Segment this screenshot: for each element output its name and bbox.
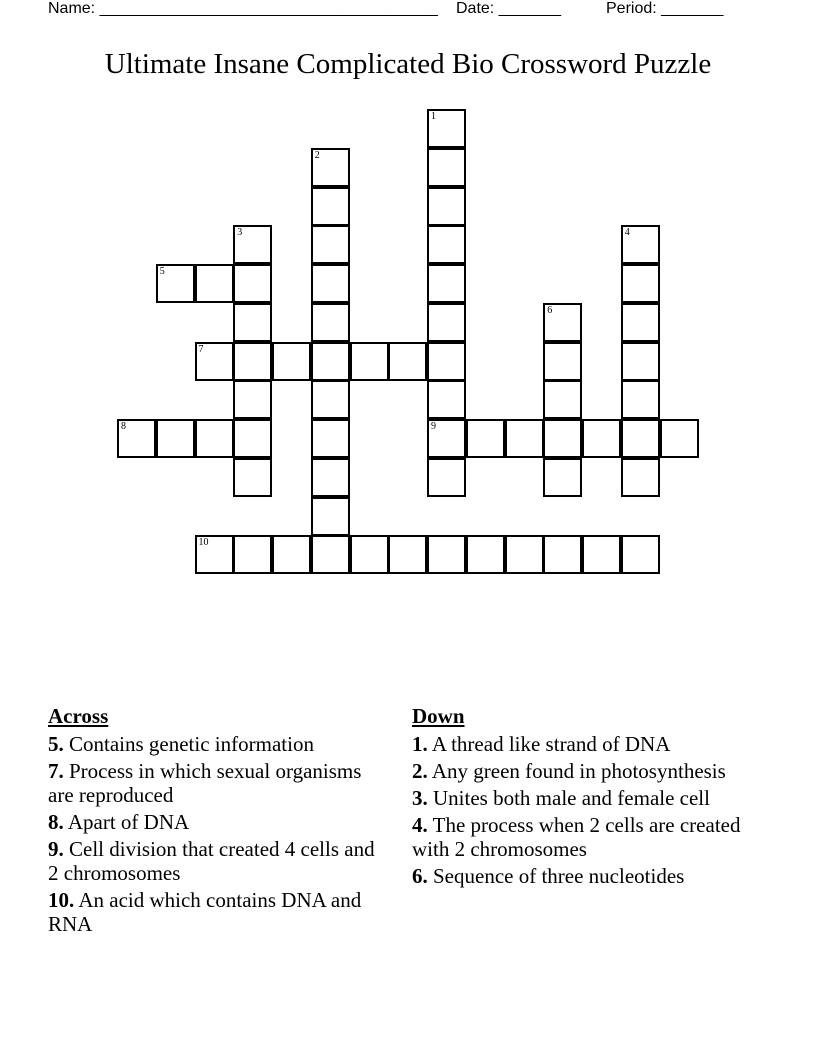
crossword-cell[interactable] (427, 187, 466, 226)
crossword-cell[interactable] (582, 419, 621, 458)
clue-number: 5. (48, 732, 64, 756)
down-clues (412, 704, 752, 891)
clue-number-label: 6 (547, 304, 553, 316)
crossword-cell[interactable] (233, 264, 272, 303)
crossword-cell[interactable] (195, 419, 234, 458)
crossword-cell[interactable] (311, 148, 350, 187)
clue-number: 2. (412, 759, 428, 783)
crossword-cell[interactable] (117, 419, 156, 458)
crossword-cell[interactable] (311, 225, 350, 264)
crossword-cell[interactable] (350, 342, 389, 381)
clue-item (48, 888, 388, 936)
crossword-cell[interactable] (233, 303, 272, 342)
crossword-cell[interactable] (427, 458, 466, 497)
crossword-cell[interactable] (505, 419, 544, 458)
clue-item (412, 864, 752, 888)
clue-text: Any green found in photosynthesis (431, 759, 726, 783)
clue-item (48, 810, 388, 834)
crossword-cell[interactable] (427, 342, 466, 381)
crossword-cell[interactable] (311, 535, 350, 574)
crossword-cell[interactable] (543, 303, 582, 342)
crossword-cell[interactable] (233, 458, 272, 497)
crossword-cell[interactable] (427, 109, 466, 148)
crossword-cell[interactable] (621, 458, 660, 497)
crossword-cell[interactable] (543, 342, 582, 381)
crossword-cell[interactable] (621, 342, 660, 381)
crossword-cell[interactable] (195, 264, 234, 303)
clue-text: Unites both male and female cell (433, 786, 710, 810)
crossword-cell[interactable] (621, 535, 660, 574)
crossword-cell[interactable] (156, 264, 195, 303)
crossword-cell[interactable] (543, 458, 582, 497)
crossword-cell[interactable] (660, 419, 699, 458)
clue-number: 4. (412, 813, 428, 837)
crossword-cell[interactable] (427, 303, 466, 342)
crossword-cell[interactable] (543, 419, 582, 458)
crossword-cell[interactable] (388, 535, 427, 574)
crossword-cell[interactable] (621, 380, 660, 419)
clue-number-label: 4 (624, 227, 630, 239)
crossword-cell[interactable] (582, 535, 621, 574)
crossword-cell[interactable] (427, 225, 466, 264)
clue-text: A thread like strand of DNA (431, 732, 671, 756)
crossword-cell[interactable] (272, 535, 311, 574)
crossword-cell[interactable] (311, 187, 350, 226)
clue-number-label: 2 (314, 149, 320, 161)
clue-item (48, 837, 388, 885)
crossword-cell[interactable] (156, 419, 195, 458)
clue-number: 6. (412, 864, 428, 888)
clue-item (412, 813, 752, 861)
crossword-cell[interactable] (621, 303, 660, 342)
crossword-cell[interactable] (311, 458, 350, 497)
clue-item (48, 759, 388, 807)
page-title: Ultimate Insane Complicated Bio Crossword Puzzle (104, 48, 712, 80)
clue-text: Cell division that created 4 cells and 2 chromosomes (48, 837, 375, 885)
crossword-cell[interactable] (233, 535, 272, 574)
crossword-cell[interactable] (427, 535, 466, 574)
clue-number: 3. (412, 786, 428, 810)
clue-number: 10. (48, 888, 75, 912)
crossword-cell[interactable] (311, 264, 350, 303)
crossword-cell[interactable] (311, 380, 350, 419)
crossword-cell[interactable] (350, 535, 389, 574)
clue-text: Process in which sexual organisms are reproduced (48, 759, 362, 807)
across-heading: Across (48, 704, 109, 728)
clue-text: Sequence of three nucleotides (433, 864, 685, 888)
crossword-cell[interactable] (543, 535, 582, 574)
clue-item (412, 759, 752, 783)
clue-text: The process when 2 cells are created with 2 chromosomes (412, 813, 741, 861)
crossword-cell[interactable] (233, 419, 272, 458)
clue-number-label: 9 (431, 421, 436, 432)
crossword-cell[interactable] (466, 419, 505, 458)
crossword-cell[interactable] (505, 535, 544, 574)
clue-number-label: 7 (198, 343, 204, 355)
crossword-cell[interactable] (427, 148, 466, 187)
crossword-cell[interactable] (388, 342, 427, 381)
crossword-cell[interactable] (427, 419, 466, 458)
clue-number-label: 8 (121, 421, 126, 432)
crossword-cell[interactable] (427, 380, 466, 419)
date-field[interactable]: Date: _______ (456, 0, 561, 17)
clue-item (412, 786, 752, 810)
crossword-cell[interactable] (233, 342, 272, 381)
crossword-cell[interactable] (543, 380, 582, 419)
clue-number: 8. (48, 810, 64, 834)
crossword-cell[interactable] (272, 342, 311, 381)
clue-number-label: 10 (198, 537, 209, 549)
crossword-cell[interactable] (195, 342, 234, 381)
period-field[interactable]: Period: _______ (606, 0, 724, 17)
crossword-cell[interactable] (311, 303, 350, 342)
clue-text: Contains genetic information (69, 732, 314, 756)
clue-number-label: 3 (237, 227, 243, 239)
crossword-cell[interactable] (427, 264, 466, 303)
clue-number: 9. (48, 837, 64, 861)
crossword-cell[interactable] (466, 535, 505, 574)
clue-text: An acid which contains DNA and RNA (48, 888, 362, 936)
down-heading: Down (412, 704, 465, 728)
crossword-cell[interactable] (621, 419, 660, 458)
crossword-cell[interactable] (233, 225, 272, 264)
crossword-cell[interactable] (311, 419, 350, 458)
crossword-cell[interactable] (621, 264, 660, 303)
crossword-cell[interactable] (621, 225, 660, 264)
name-field[interactable]: Name: ______________________________________ (48, 0, 438, 17)
clue-number-label: 5 (159, 266, 165, 277)
across-clues (48, 704, 388, 939)
clue-text: Apart of DNA (67, 810, 190, 834)
clue-item (48, 732, 388, 756)
crossword-cell[interactable] (233, 380, 272, 419)
clue-number-label: 1 (431, 111, 436, 122)
crossword-cell[interactable] (311, 342, 350, 381)
clue-number: 7. (48, 759, 64, 783)
clue-item (412, 732, 752, 756)
crossword-cell[interactable] (195, 535, 234, 574)
crossword-cell[interactable] (311, 497, 350, 536)
clue-number: 1. (412, 732, 428, 756)
